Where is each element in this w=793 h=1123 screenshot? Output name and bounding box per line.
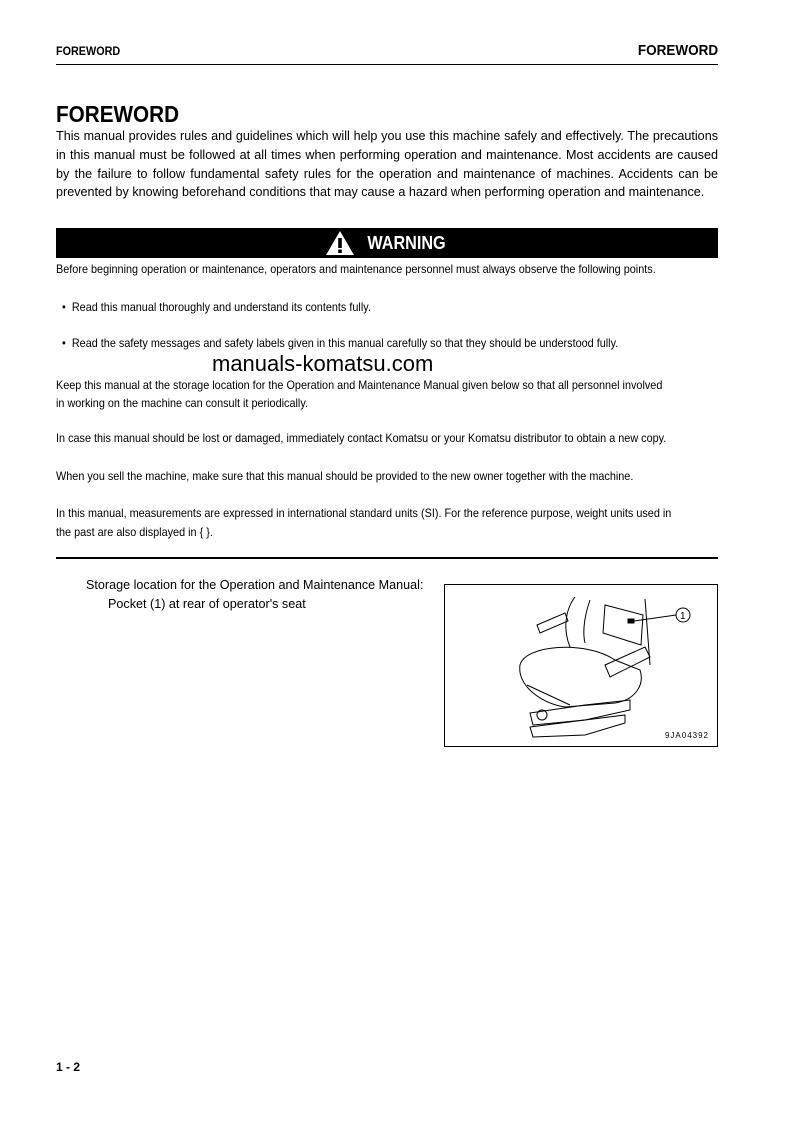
callout-number: 1 bbox=[680, 611, 686, 622]
figure-code: 9JA04392 bbox=[664, 731, 709, 740]
header-rule bbox=[56, 64, 718, 65]
warning-banner bbox=[56, 228, 718, 258]
seat-figure bbox=[444, 584, 718, 747]
page-title: FOREWORD bbox=[56, 101, 180, 127]
storage-line: Storage location for the Operation and Maintenance Manual: bbox=[86, 578, 424, 592]
paragraph: In this manual, measurements are expressed in international standard units (SI). For the reference purpose, weight units used in bbox=[56, 506, 672, 520]
paragraph: Before beginning operation or maintenance, operators and maintenance personnel must always observe the following points. bbox=[56, 262, 656, 276]
bullet-text: Read the safety messages and safety labels given in this manual carefully so that they should be understood fully. bbox=[71, 336, 619, 350]
header-right: FOREWORD bbox=[637, 42, 718, 59]
warning-triangle-icon bbox=[325, 230, 355, 256]
bullet-icon: • bbox=[62, 300, 72, 314]
bullet-item bbox=[62, 336, 618, 351]
paragraph: in working on the machine can consult it periodically. bbox=[56, 396, 308, 410]
paragraph: the past are also displayed in { }. bbox=[56, 525, 213, 539]
header-left: FOREWORD bbox=[56, 44, 121, 58]
paragraph: In case this manual should be lost or damaged, immediately contact Komatsu or your Komatsu distributor to obtain a new copy. bbox=[56, 431, 667, 445]
section-rule bbox=[56, 557, 718, 559]
storage-line: Pocket (1) at rear of operator's seat bbox=[108, 597, 306, 611]
intro-paragraph: This manual provides rules and guidelines which will help you use this machine safely and effectively. The precautions in this manual must be followed at all times when performing operation and maintenance. Most accidents are caused by the failure to follow fundamental safety rules for the operation and maintenance of machines. Accidents can be prevented by knowing beforehand conditions that may cause a hazard when performing operation and maintenance. bbox=[56, 129, 718, 200]
watermark: manuals-komatsu.com bbox=[212, 351, 434, 376]
page-number: 1 - 2 bbox=[56, 1060, 81, 1074]
warning-label: WARNING bbox=[366, 232, 446, 253]
paragraph: When you sell the machine, make sure that this manual should be provided to the new owner together with the machine. bbox=[56, 469, 634, 483]
bullet-icon: • bbox=[62, 336, 72, 350]
paragraph: Keep this manual at the storage location for the Operation and Maintenance Manual given below so that all personnel involved bbox=[56, 378, 663, 392]
bullet-text: Read this manual thoroughly and understand its contents fully. bbox=[71, 300, 371, 314]
operator-seat-illustration bbox=[445, 585, 717, 746]
bullet-item bbox=[62, 300, 371, 315]
storage-location bbox=[86, 576, 423, 614]
